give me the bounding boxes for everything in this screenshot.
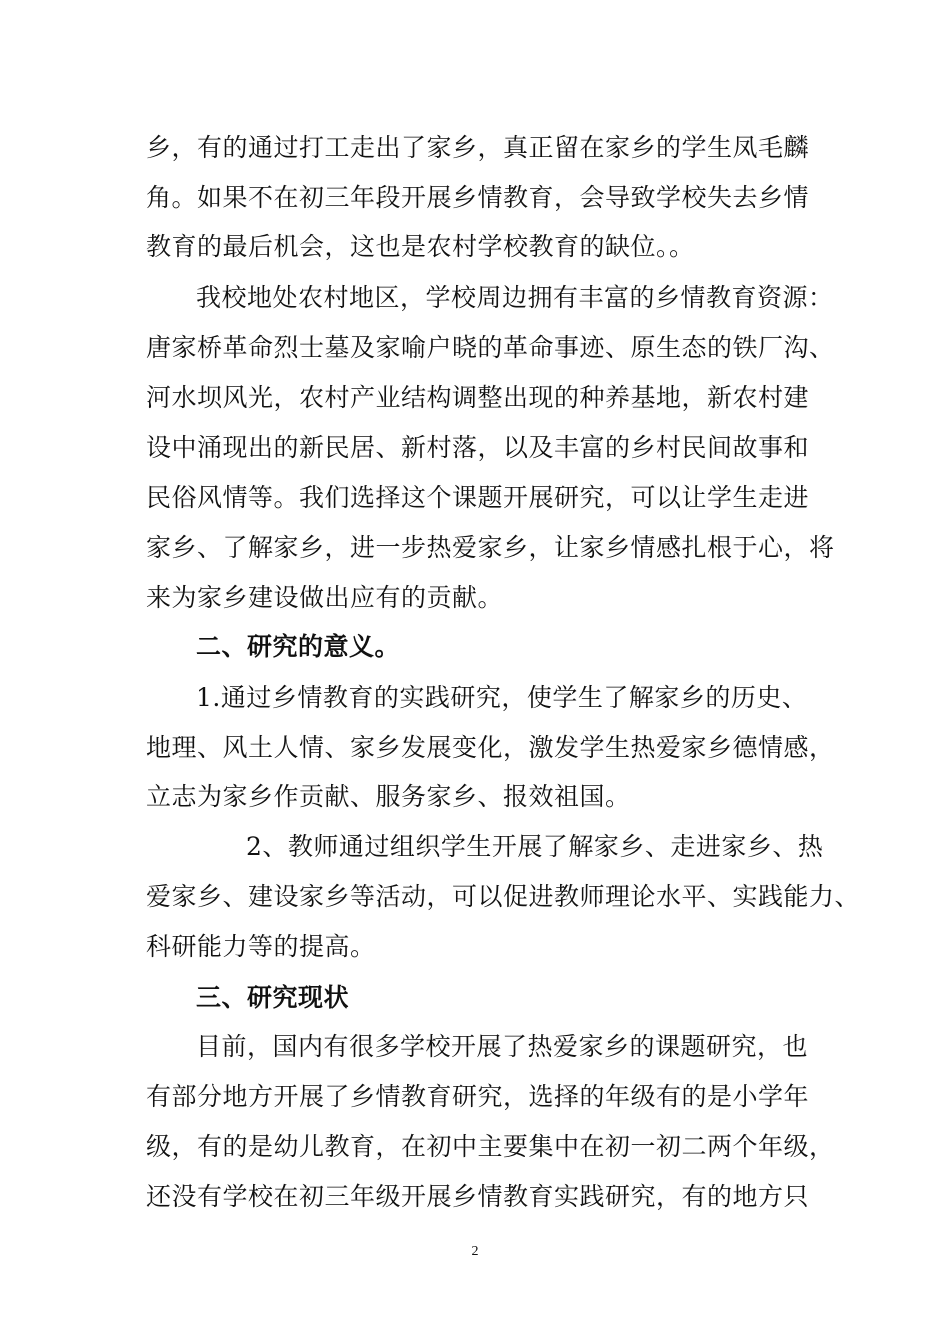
- text-line: 目前，国内有很多学校开展了热爱家乡的课题研究，也: [196, 1032, 809, 1061]
- text-line: 民俗风情等。我们选择这个课题开展研究，可以让学生走进: [146, 483, 810, 512]
- text-line: 教育的最后机会，这也是农村学校教育的缺位。。: [146, 232, 695, 261]
- text-line: 有部分地方开展了乡情教育研究，选择的年级有的是小学年: [146, 1082, 810, 1111]
- text-line: 角。如果不在初三年段开展乡情教育，会导致学校失去乡情: [146, 183, 810, 212]
- section-heading: 二、研究的意义。: [196, 632, 401, 661]
- text-line: 河水坝风光，农村产业结构调整出现的种养基地，新农村建: [146, 383, 810, 412]
- text-line: 科研能力等的提高。: [146, 932, 376, 961]
- text-line: 唐家桥革命烈士墓及家喻户晓的革命事迹、原生态的铁厂沟、: [146, 333, 835, 362]
- text-line: 级，有的是幼儿教育，在初中主要集中在初一初二两个年级，: [146, 1132, 835, 1161]
- text-line: 立志为家乡作贡献、服务家乡、报效祖国。: [146, 782, 631, 811]
- text-line: 来为家乡建设做出应有的贡献。: [146, 583, 504, 612]
- text-line: 家乡、了解家乡，进一步热爱家乡，让家乡情感扎根于心，将: [146, 533, 835, 562]
- text-line: 设中涌现出的新民居、新村落，以及丰富的乡村民间故事和: [146, 433, 810, 462]
- text-line: 1.通过乡情教育的实践研究，使学生了解家乡的历史、: [196, 683, 808, 712]
- text-line: 乡，有的通过打工走出了家乡，真正留在家乡的学生凤毛麟: [146, 133, 810, 162]
- text-line: 还没有学校在初三年级开展乡情教育实践研究，有的地方只: [146, 1182, 810, 1211]
- text-line: 爱家乡、建设家乡等活动，可以促进教师理论水平、实践能力、: [146, 882, 861, 911]
- section-heading: 三、研究现状: [196, 983, 350, 1012]
- text-line: 地理、风土人情、家乡发展变化，激发学生热爱家乡德情感，: [146, 733, 835, 762]
- text-line: 我校地处农村地区，学校周边拥有丰富的乡情教育资源：: [196, 283, 834, 312]
- text-line: 2、教师通过组织学生开展了解家乡、走进家乡、热: [246, 832, 824, 861]
- page-number: 2: [471, 1244, 479, 1259]
